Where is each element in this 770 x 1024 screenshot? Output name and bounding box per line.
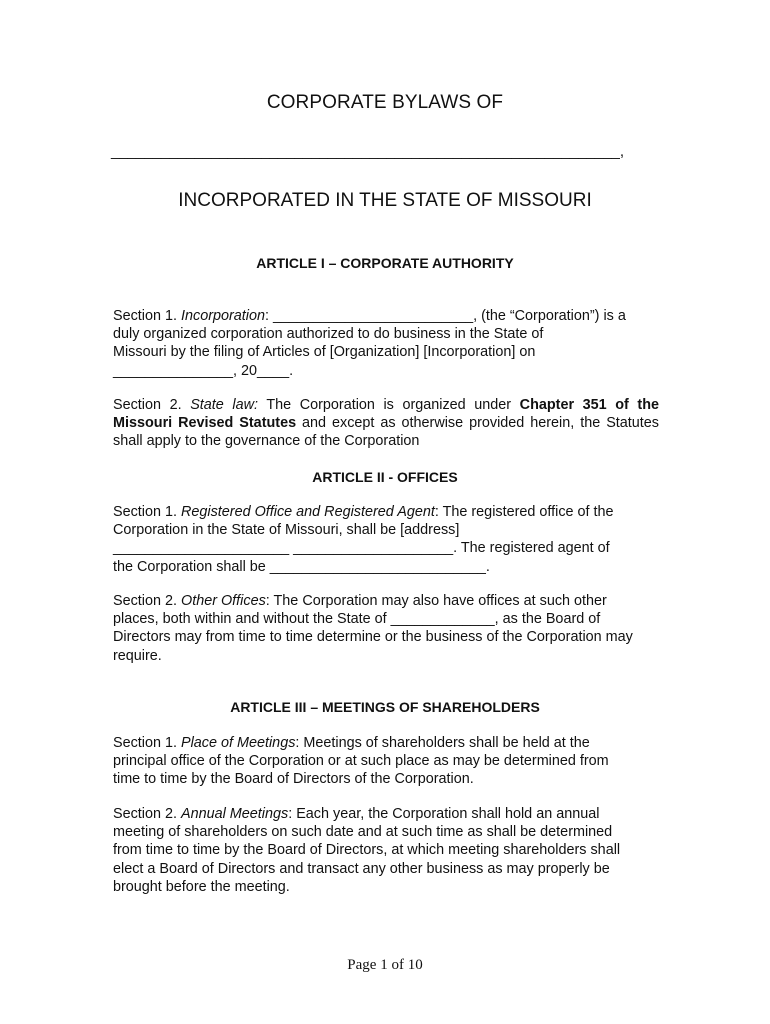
- paragraph-text: The Corporation is organized under: [257, 397, 520, 413]
- document-title: CORPORATE BYLAWS OF: [266, 92, 504, 113]
- paragraph-line: Directors may from time to time determine or the business of the Corporation may: [113, 629, 633, 646]
- state-of-incorporation: INCORPORATED IN THE STATE OF MISSOURI: [178, 190, 592, 211]
- article-2-section-2: [113, 592, 659, 665]
- article-2-heading: ARTICLE II - OFFICES: [312, 469, 458, 485]
- paragraph-line: [113, 805, 659, 823]
- paragraph-line: [113, 592, 659, 610]
- paragraph-text: : The Corporation may also have offices at such other: [265, 593, 607, 609]
- section-label: Section 1.: [113, 735, 181, 751]
- article-3-section-2: [113, 805, 659, 896]
- article-1-section-2: [113, 396, 659, 451]
- section-title: Annual Meetings: [181, 806, 289, 822]
- paragraph-text: : The registered office of the: [434, 504, 614, 520]
- paragraph-line: Corporation in the State of Missouri, shall be [address]: [113, 522, 460, 539]
- corporation-name-blank: _____________________________________________________________,: [111, 143, 625, 160]
- section-label: Section 1.: [113, 504, 181, 520]
- article-3-heading: ARTICLE III – MEETINGS OF SHAREHOLDERS: [230, 699, 540, 715]
- section-title: Other Offices: [181, 593, 266, 609]
- paragraph-line: meeting of shareholders on such date and at such time as shall be determined: [113, 824, 613, 841]
- paragraph-text: and except as otherwise provided herein, the Statutes shall apply to the governance of the Corporation: [113, 415, 659, 450]
- article-2-section-1: [113, 503, 659, 576]
- section-label: Section 2.: [113, 397, 191, 413]
- section-label: Section 2.: [113, 806, 181, 822]
- paragraph-line: Missouri by the filing of Articles of [Organization] [Incorporation] on: [113, 344, 536, 361]
- section-title: Incorporation: [181, 308, 265, 324]
- paragraph-line: require.: [113, 647, 162, 664]
- section-label: Section 1.: [113, 308, 181, 324]
- paragraph-line: elect a Board of Directors and transact any other business as may properly be: [113, 860, 610, 877]
- section-title: Registered Office and Registered Agent: [181, 504, 435, 520]
- paragraph-line: [113, 734, 659, 752]
- paragraph-line: duly organized corporation authorized to do business in the State of: [113, 326, 544, 343]
- section-title: Place of Meetings: [181, 735, 296, 751]
- paragraph-line: [113, 307, 659, 325]
- paragraph-line: places, both within and without the State of _____________, as the Board of: [113, 611, 601, 628]
- paragraph-line: the Corporation shall be ___________________________.: [113, 558, 490, 575]
- paragraph-line: [113, 503, 659, 521]
- paragraph-line: from time to time by the Board of Directors, at which meeting shareholders shall: [113, 842, 621, 859]
- section-label: Section 2.: [113, 593, 181, 609]
- statute-reference: Chapter 351 of the Missouri Revised Statutes: [113, 397, 659, 432]
- paragraph-line: principal office of the Corporation or at such place as may be determined from: [113, 753, 609, 770]
- section-title: State law:: [190, 397, 258, 413]
- paragraph-text: : Meetings of shareholders shall be held at the: [295, 735, 590, 751]
- article-3-section-1: [113, 734, 659, 789]
- paragraph-text: : _________________________, (the “Corporation”) is a: [265, 308, 626, 324]
- paragraph-line: brought before the meeting.: [113, 878, 290, 895]
- paragraph-line: ______________________ ____________________. The registered agent of: [113, 540, 610, 557]
- page-number: Page 1 of 10: [347, 957, 423, 973]
- article-1-heading: ARTICLE I – CORPORATE AUTHORITY: [256, 255, 514, 271]
- paragraph-line: _______________, 20____.: [113, 362, 294, 379]
- paragraph-line: time to time by the Board of Directors of the Corporation.: [113, 771, 474, 788]
- article-1-section-1: [113, 307, 659, 380]
- paragraph-text: : Each year, the Corporation shall hold an annual: [288, 806, 600, 822]
